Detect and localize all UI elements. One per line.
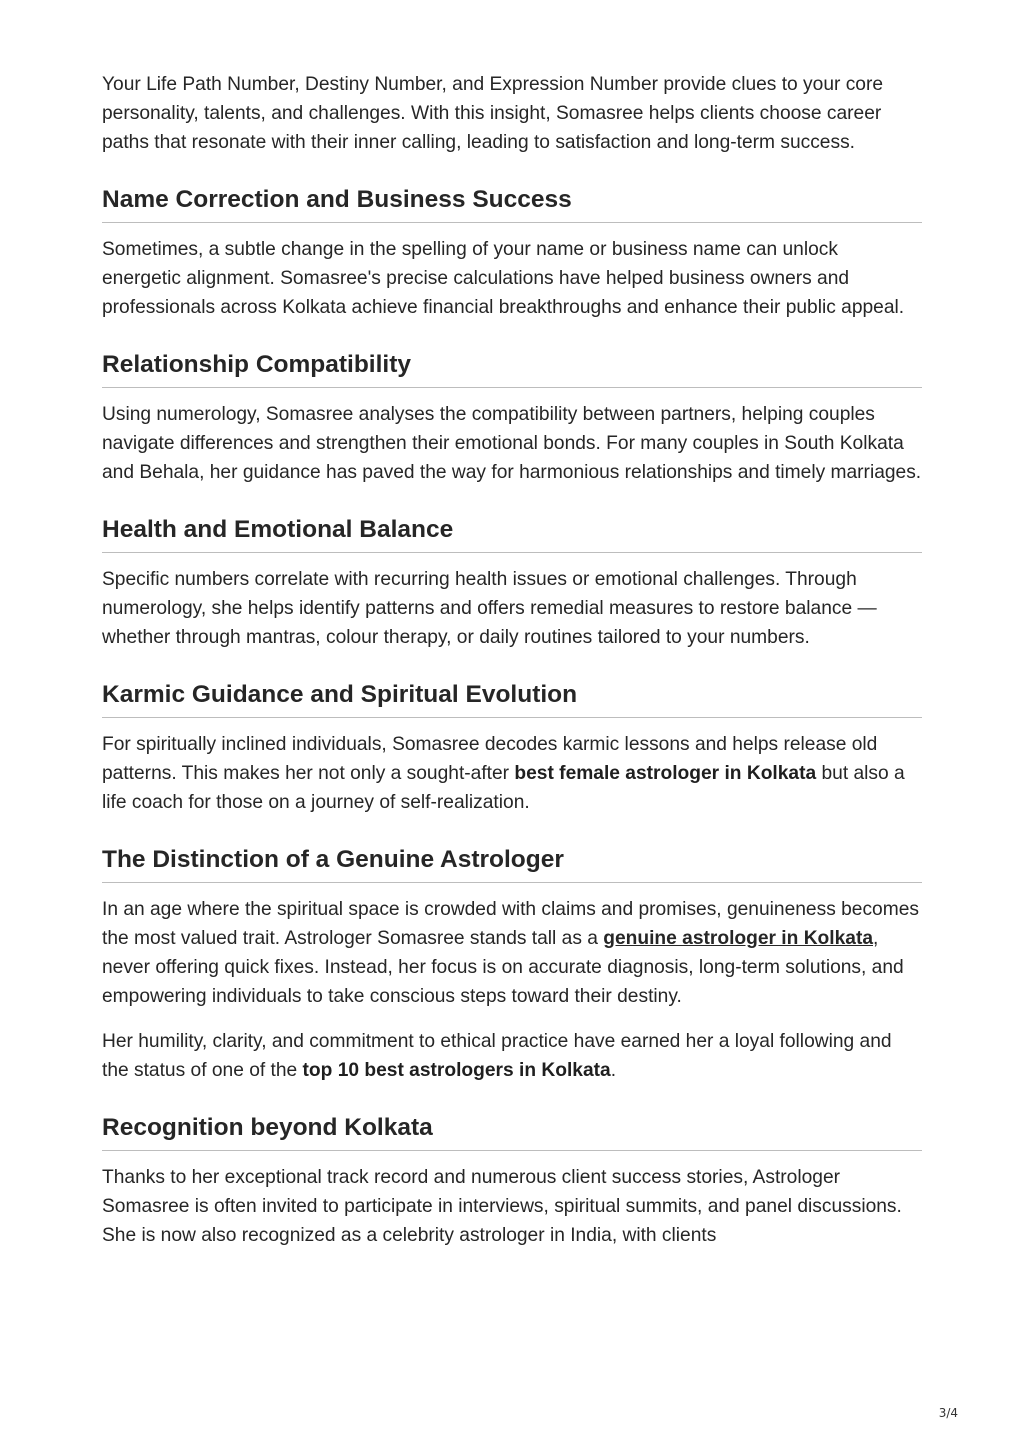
genuine-astrologer-link[interactable]: genuine astrologer in Kolkata [603,928,874,949]
bold-keyword: best female astrologer in Kolkata [514,763,817,784]
section-paragraph [102,895,922,1011]
section-heading: Karmic Guidance and Spiritual Evolution [102,680,922,718]
section-heading: Name Correction and Business Success [102,185,922,223]
bold-keyword: top 10 best astrologers in Kolkata [302,1060,611,1081]
page-number: 3/4 [938,1406,958,1420]
document-page [102,70,922,1266]
section-heading: Relationship Compatibility [102,350,922,388]
section-paragraph: Thanks to her exceptional track record and numerous client success stories, Astrologer Somasree is often invited to participate in interviews, spiritual summits, and panel discussions. She is now also recognized as a celebrity astrologer in India, with clients [102,1167,902,1246]
paragraph-text: . [610,1060,617,1081]
section-paragraph: Specific numbers correlate with recurring health issues or emotional challenges. Through numerology, she helps identify patterns and offers remedial measures to restore balance —whether through mantras, colour therapy, or daily routines tailored to your numbers. [102,569,877,648]
paragraph-text: Her humility, clarity, and commitment to ethical practice have earned her a loyal following and the status of one of the [102,1031,892,1081]
paragraph-text: but also a life coach for those on a journey of self-realization. [102,763,905,813]
section-karmic-guidance [102,680,922,817]
section-relationship-compatibility [102,350,922,487]
section-health-emotional-balance [102,515,922,652]
section-paragraph: Sometimes, a subtle change in the spelling of your name or business name can unlock energetic alignment. Somasree's precise calculations have helped business owners and professionals across Kolkata achieve financial breakthroughs and enhance their public appeal. [102,239,905,318]
section-paragraph: Using numerology, Somasree analyses the compatibility between partners, helping couples navigate differences and strengthen their emotional bonds. For many couples in South Kolkata and Behala, her guidance has paved the way for harmonious relationships and timely marriages. [102,404,922,483]
section-paragraph [102,1027,922,1085]
paragraph-text: In an age where the spiritual space is crowded with claims and promises, genuineness becomes the most valued trait. Astrologer Somasree stands tall as a [102,899,919,949]
paragraph-text: For spiritually inclined individuals, Somasree decodes karmic lessons and helps release old patterns. This makes her not only a sought-after [102,734,878,784]
intro-paragraph: Your Life Path Number, Destiny Number, and Expression Number provide clues to your core personality, talents, and challenges. With this insight, Somasree helps clients choose career paths that resonate with their inner calling, leading to satisfaction and long-term success. [102,74,884,153]
paragraph-text: , never offering quick fixes. Instead, her focus is on accurate diagnosis, long-term solutions, and empowering individuals to take conscious steps toward their destiny. [102,928,904,1007]
section-paragraph [102,730,922,817]
section-name-correction [102,185,922,322]
section-heading: Recognition beyond Kolkata [102,1113,922,1151]
section-genuine-astrologer [102,845,922,1085]
section-heading: The Distinction of a Genuine Astrologer [102,845,922,883]
section-heading: Health and Emotional Balance [102,515,922,553]
section-recognition [102,1113,922,1250]
